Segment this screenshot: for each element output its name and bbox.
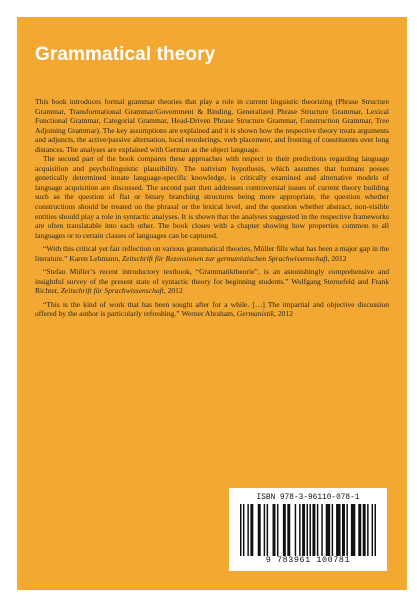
barcode-bar (247, 504, 248, 556)
review-text: “With this critical yet fair reflection on various grammatical theories, Müller fills what has been a major gap in the literature.” (35, 244, 389, 263)
review-source: Germanistik, (236, 309, 276, 319)
review-author: Werner Abraham, (181, 309, 235, 319)
barcode-bar (243, 504, 244, 556)
barcode-bar (295, 504, 296, 556)
blurb (35, 97, 389, 319)
barcode-bar (363, 504, 366, 556)
barcode-bar (309, 504, 310, 556)
barcode-bar (351, 504, 355, 556)
book-title: Grammatical theory (35, 44, 216, 65)
barcode-bar (302, 504, 305, 556)
review-text: “Stefan Müller’s recent introductory textbook, “Grammatiktheorie”, is an astonishingly comprehensive and insightful survey of the present state of syntactic theory for beginning students.” (35, 267, 389, 286)
review-year: 2012 (277, 309, 293, 319)
barcode-bar (264, 504, 265, 556)
barcode-bar (307, 504, 308, 556)
barcode-bars (240, 504, 376, 556)
barcode-bar (332, 504, 333, 556)
barcode-bar (258, 504, 261, 556)
barcode-bar (372, 504, 373, 556)
barcode-bar (367, 504, 368, 556)
review-quote-1 (35, 244, 389, 263)
barcode-bar (299, 504, 300, 556)
barcode-bar (267, 504, 268, 556)
review-year: 2012 (331, 253, 347, 263)
back-cover (17, 17, 407, 590)
barcode-bar (317, 504, 318, 556)
barcode-digits: 9 783961 100781 (265, 555, 351, 565)
barcode-bar (277, 504, 278, 556)
review-source: Zeitschrift für Sprachwissenschaft, (60, 286, 166, 296)
isbn-label: ISBN 978-3-96110-078-1 (256, 494, 360, 502)
review-text: “This is the kind of work that has been sought after for a while. […] The impartial and objective discussion offered by the author is particularly refreshing.” (35, 299, 389, 319)
barcode-bar (358, 504, 361, 556)
barcode-bar (283, 504, 286, 556)
blurb-paragraph-2: The second part of the book compares these approaches with respect to their predictions regarding language acquisition and psycholinguistic plausibility. The nativism hypothesis, which assumes that humans posses genetically determined innate language-specific knowledge, is critically examined and alternative models of language acquisition are discussed. The second part then addresses controversial issues of current theory building such as the question of flat or binary branching structures being more appropriate, the question whether constructions should be treated on the phrasal or the lexical level, and the question whether abstract, non-visible entities should play a role in syntactic analyses. It is shown that the analyses suggested in the respective frameworks are often translatable into each other. The book closes with a chapter showing how properties common to all languages or to certain classes of languages can be captured. (35, 154, 389, 240)
barcode-bar (326, 504, 330, 556)
barcode-bar (336, 504, 340, 556)
review-author: Wolfgang Sternefeld and Frank Richter, (35, 276, 389, 296)
barcode-bar (321, 504, 322, 556)
barcode-bar (240, 504, 241, 556)
barcode-bar (273, 504, 276, 556)
barcode-bar (287, 504, 290, 556)
review-quote-3 (35, 300, 389, 319)
review-author: Karen Lehmann, (69, 253, 121, 263)
barcode-bar (342, 504, 345, 556)
review-source: Zeitschrift für Rezensionen zur germanistischen Sprachwissenschaft, (121, 253, 330, 263)
barcode-bar (346, 504, 347, 556)
isbn-barcode (229, 488, 387, 571)
blurb-paragraph-1: This book introduces formal grammar theories that play a role in current linguistic theorizing (Phrase Structure Grammar, Transformational Grammar/Government & Binding, Generalized Phrase Structure Grammar, Lexical Functional Grammar, Categorial Grammar, Head-Driven Phrase Structure Grammar, Construction Grammar, Tree Adjoining Grammar). The key assumptions are explained and it is shown how the respective theory treats arguments and adjuncts, the active/passive alternation, local reorderings, verb placement, and fronting of constituents over long distances. The analyses are explained with German as the object language. (35, 97, 389, 154)
barcode-bar (312, 504, 315, 556)
barcode-bar (375, 504, 376, 556)
review-quote-2 (35, 267, 389, 296)
barcode-bar (250, 504, 253, 556)
review-year: 2012 (167, 286, 183, 296)
